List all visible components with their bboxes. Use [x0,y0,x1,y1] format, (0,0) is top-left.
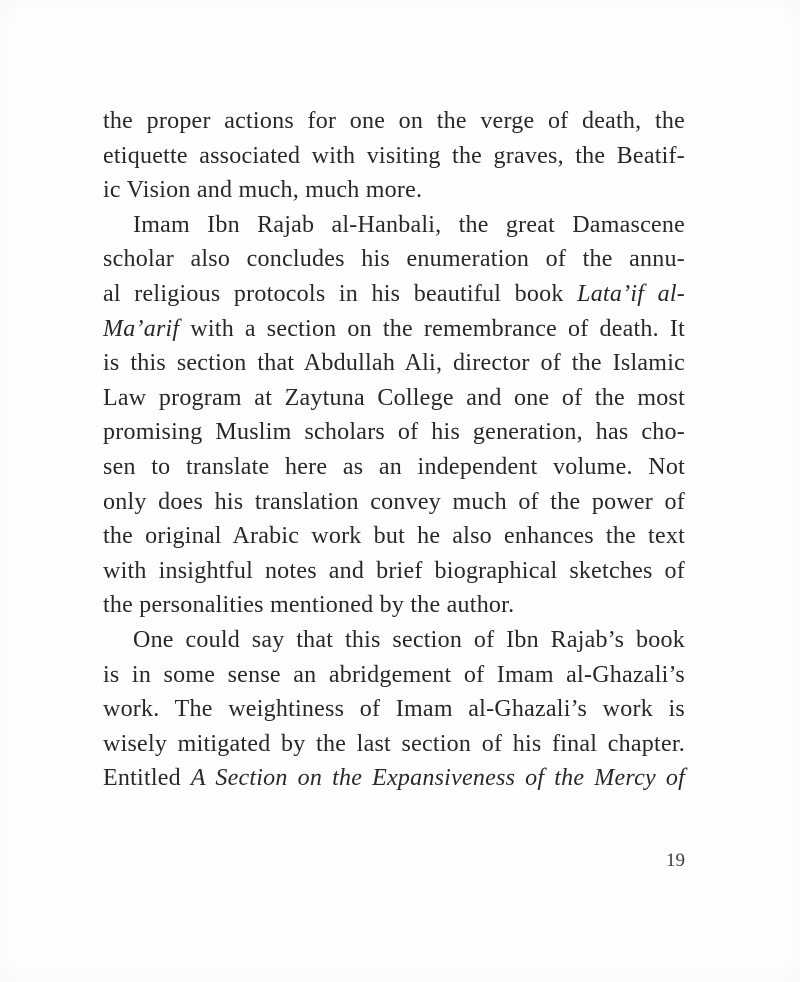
text-line [103,139,685,174]
text-run: the personalities mentioned by the author. [103,592,515,619]
text-line [103,519,685,554]
italic-text-run: Lata’if al- [577,280,685,307]
page-number: 19 [666,850,685,871]
text-line [103,692,685,727]
text-line [103,588,685,623]
text-run: etiquette associated with visiting the graves, the Beatif- [103,142,685,169]
text-run: with insightful notes and brief biographical sketches of [103,557,685,584]
text-run: ic Vision and much, much more. [103,177,423,204]
text-run: promising Muslim scholars of his generation, has cho- [103,419,685,446]
text-line [103,208,685,243]
text-line [103,658,685,693]
text-line [103,485,685,520]
text-run: the proper actions for one on the verge of death, the [103,108,685,134]
text-run: is this section that Abdullah Ali, director of the Islamic [103,350,685,377]
text-run: al religious protocols in his beautiful book [103,280,578,307]
text-line [103,381,685,416]
italic-text-run: A Section on the Expansiveness of the Mercy of [190,765,685,792]
text-run: work. The weightiness of Imam al-Ghazali’s work is [103,696,685,723]
text-line [103,312,685,347]
text-run: sen to translate here as an independent volume. Not [103,453,685,480]
text-line [103,450,685,485]
text-line [103,623,685,658]
text-run: Law program at Zaytuna College and one of the most [103,384,685,411]
text-line [103,104,685,139]
text-line [103,346,685,381]
text-run: Imam Ibn Rajab al-Hanbali, the great Damascene [133,211,685,238]
text-line [103,277,685,312]
text-line [103,242,685,277]
text-line [103,761,685,796]
text-run: wisely mitigated by the last section of his final chapter. [103,730,685,757]
text-block [103,104,685,796]
text-run: One could say that this section of Ibn Rajab’s book [133,626,685,653]
text-line [103,727,685,762]
text-line [103,415,685,450]
text-run: scholar also concludes his enumeration of the annu- [103,246,685,273]
italic-text-run: Ma’arif [103,315,180,342]
text-run: with a section on the remembrance of death. It [179,315,685,342]
text-run: only does his translation convey much of the power of [103,488,685,515]
text-line [103,173,685,208]
text-run: the original Arabic work but he also enhances the text [103,523,685,550]
text-line [103,554,685,589]
text-run: is in some sense an abridgement of Imam al-Ghazali’s [103,661,685,688]
text-run: Entitled [103,765,191,792]
